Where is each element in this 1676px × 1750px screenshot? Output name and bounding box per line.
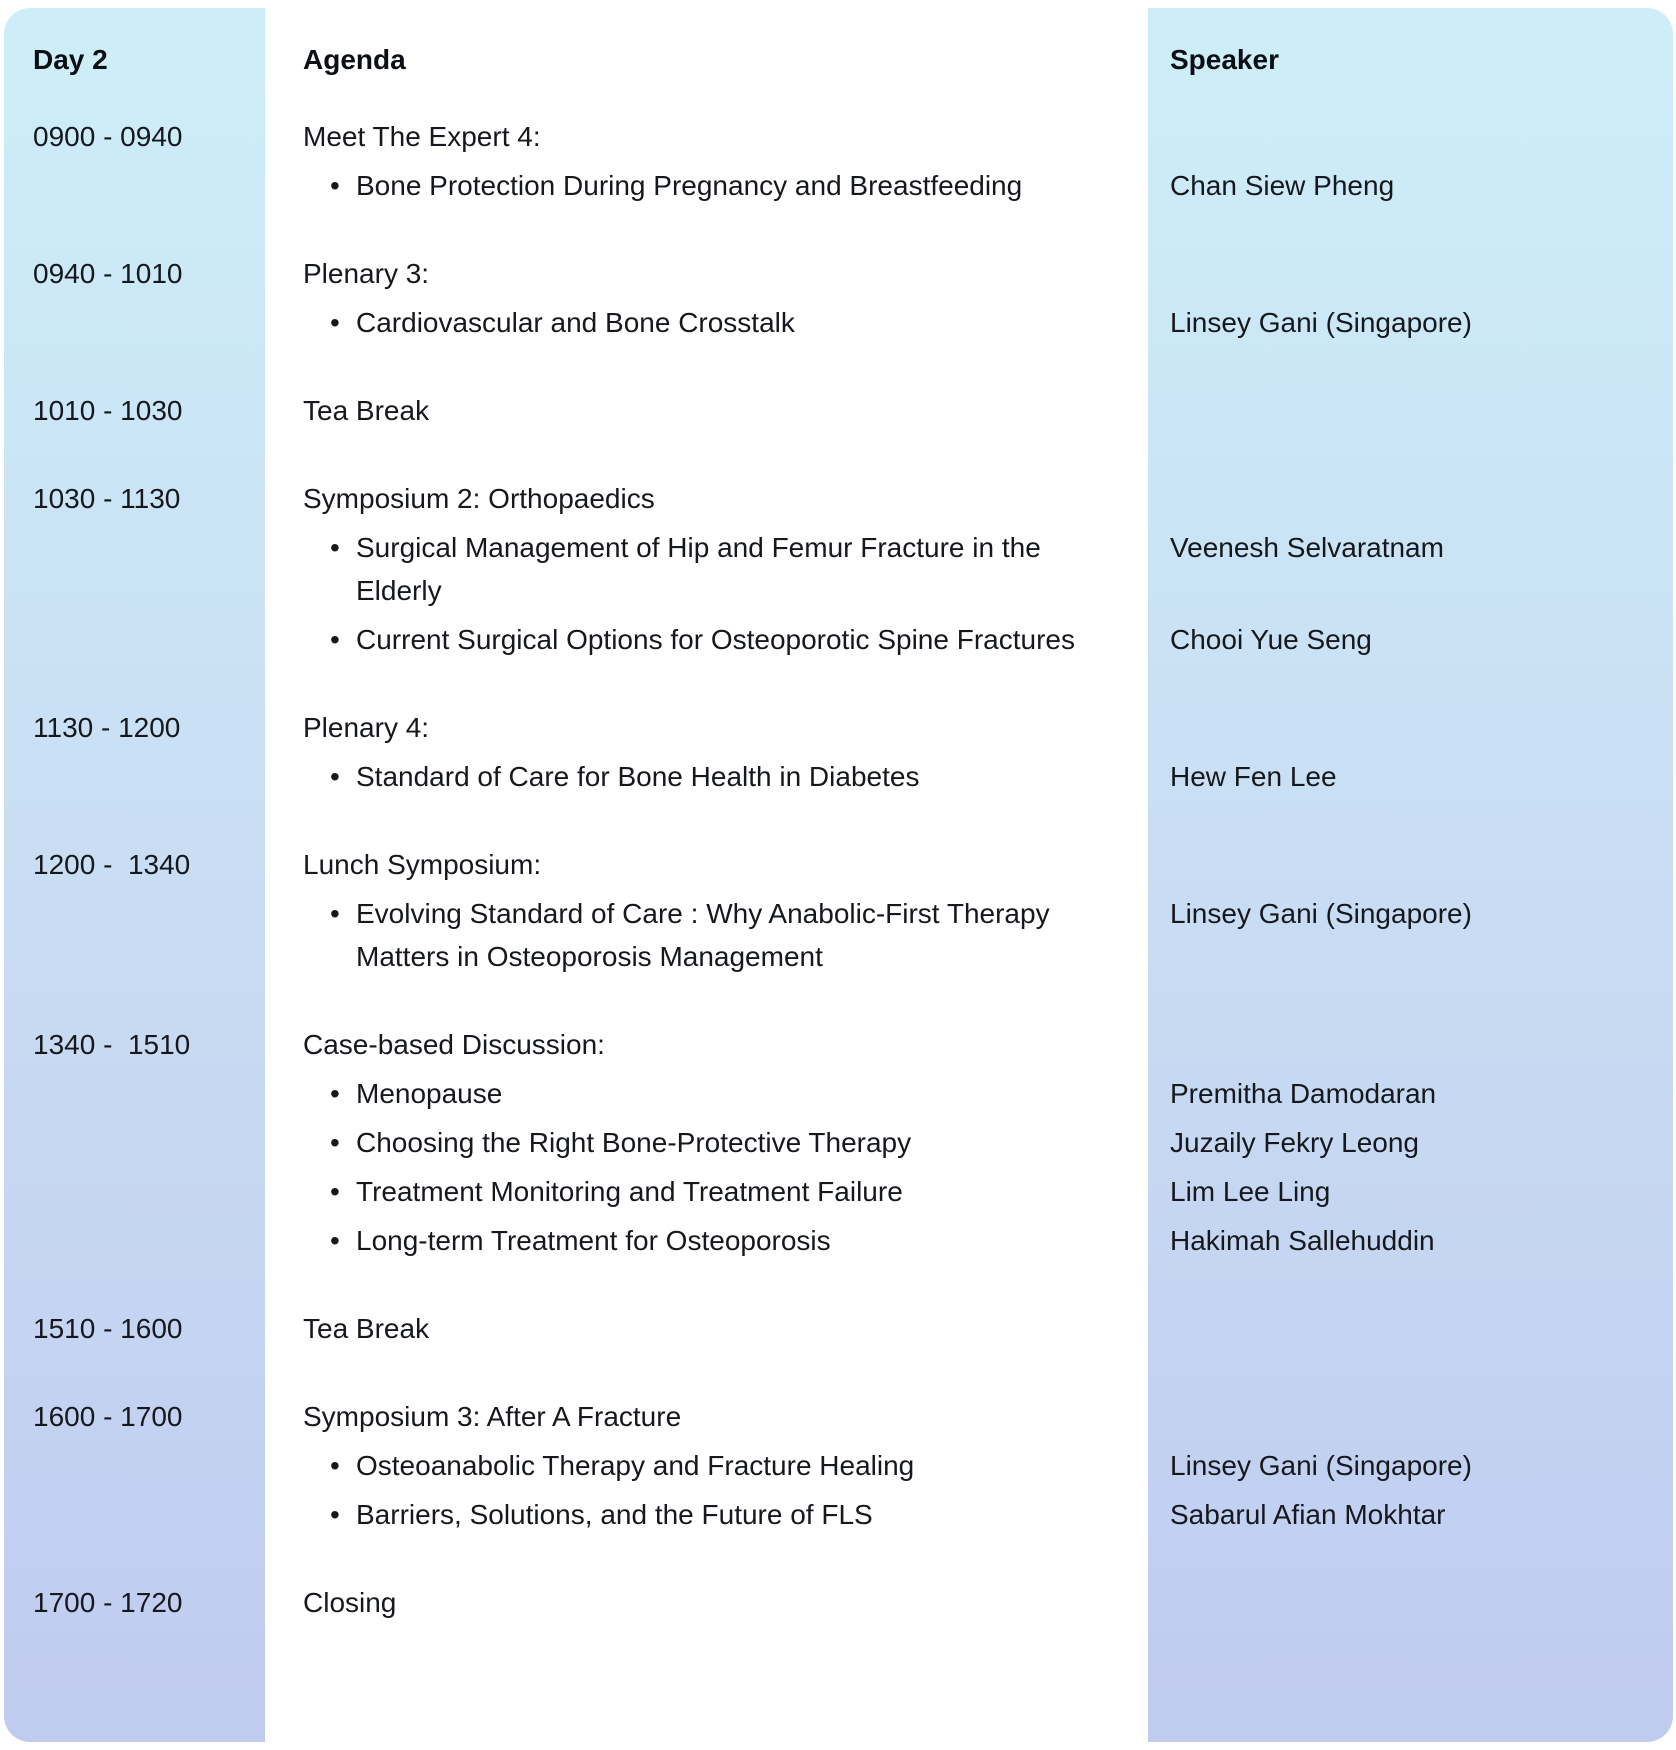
agenda-row-meet-the-expert-4 (0, 115, 1676, 207)
session-topic-text: Long-term Treatment for Osteoporosis (356, 1225, 831, 1256)
session-topic (265, 526, 1148, 612)
session-topic-text: Surgical Management of Hip and Femur Fracture in the Elderly (356, 532, 1041, 606)
session-title: Closing (303, 1587, 397, 1618)
bullet-icon (330, 526, 356, 612)
time-slot: 1010 - 1030 (33, 395, 183, 426)
bullet-icon (330, 1493, 356, 1536)
agenda-row-case-based-discussion (0, 1023, 1676, 1262)
agenda-row-tea-break-2 (0, 1307, 1676, 1350)
time-slot: 1030 - 1130 (33, 483, 181, 514)
time-slot: 1200 - 1340 (33, 849, 191, 880)
session-topic-text: Standard of Care for Bone Health in Diabetes (356, 761, 920, 792)
time-slot: 1600 - 1700 (33, 1401, 183, 1432)
bullet-icon (330, 1219, 356, 1262)
session-title: Tea Break (303, 1313, 430, 1344)
session-topic (265, 892, 1148, 978)
session-title: Case-based Discussion: (303, 1029, 605, 1060)
speaker-name: Chan Siew Pheng (1170, 170, 1395, 201)
agenda-row-plenary-3 (0, 252, 1676, 344)
time-slot: 0940 - 1010 (33, 258, 183, 289)
speaker-name: Hakimah Sallehuddin (1170, 1225, 1435, 1256)
session-topic (265, 1170, 1148, 1213)
bullet-icon (330, 618, 356, 661)
agenda-row-closing (0, 1581, 1676, 1624)
bullet-icon (330, 164, 356, 207)
table-header-row (0, 38, 1676, 81)
session-topic (265, 164, 1148, 207)
time-slot: 1130 - 1200 (33, 712, 181, 743)
bullet-icon (330, 1121, 356, 1164)
session-topic-text: Evolving Standard of Care : Why Anabolic-First Therapy Matters in Osteoporosis Management (356, 898, 1050, 972)
bullet-icon (330, 892, 356, 978)
speaker-name: Linsey Gani (Singapore) (1170, 898, 1472, 929)
session-topic (265, 1072, 1148, 1115)
speaker-name: Hew Fen Lee (1170, 761, 1337, 792)
session-topic-text: Choosing the Right Bone-Protective Therapy (356, 1127, 912, 1158)
time-slot: 1510 - 1600 (33, 1313, 183, 1344)
speaker-name: Linsey Gani (Singapore) (1170, 1450, 1472, 1481)
session-topic-text: Menopause (356, 1078, 503, 1109)
bullet-icon (330, 1444, 356, 1487)
session-topic (265, 755, 1148, 798)
session-topic-text: Treatment Monitoring and Treatment Failure (356, 1176, 903, 1207)
agenda-row-tea-break-1 (0, 389, 1676, 432)
time-slot: 1340 - 1510 (33, 1029, 191, 1060)
session-topic (265, 1493, 1148, 1536)
session-title: Symposium 3: After A Fracture (303, 1401, 682, 1432)
column-header-speaker: Speaker (1170, 44, 1279, 75)
session-title: Plenary 3: (303, 258, 430, 289)
speaker-name: Lim Lee Ling (1170, 1176, 1331, 1207)
session-topic (265, 1444, 1148, 1487)
session-topic-text: Bone Protection During Pregnancy and Breastfeeding (356, 170, 1023, 201)
session-topic (265, 618, 1148, 661)
session-topic (265, 1121, 1148, 1164)
column-header-agenda: Agenda (303, 44, 406, 75)
session-title: Plenary 4: (303, 712, 430, 743)
agenda-row-lunch-symposium (0, 843, 1676, 978)
session-topic (265, 1219, 1148, 1262)
session-topic (265, 301, 1148, 344)
agenda-row-plenary-4 (0, 706, 1676, 798)
session-title: Tea Break (303, 395, 430, 426)
bullet-icon (330, 1170, 356, 1213)
bullet-icon (330, 1072, 356, 1115)
speaker-name: Veenesh Selvaratnam (1170, 532, 1444, 563)
session-topic-text: Barriers, Solutions, and the Future of FLS (356, 1499, 873, 1530)
speaker-name: Juzaily Fekry Leong (1170, 1127, 1420, 1158)
session-topic-text: Cardiovascular and Bone Crosstalk (356, 307, 795, 338)
speaker-name: Linsey Gani (Singapore) (1170, 307, 1472, 338)
session-title: Lunch Symposium: (303, 849, 542, 880)
column-header-day: Day 2 (33, 44, 108, 75)
time-slot: 0900 - 0940 (33, 121, 183, 152)
time-slot: 1700 - 1720 (33, 1587, 183, 1618)
session-title: Symposium 2: Orthopaedics (303, 483, 655, 514)
speaker-name: Premitha Damodaran (1170, 1078, 1437, 1109)
session-topic-text: Current Surgical Options for Osteoporotic Spine Fractures (356, 624, 1075, 655)
speaker-name: Chooi Yue Seng (1170, 624, 1372, 655)
session-topic-text: Osteoanabolic Therapy and Fracture Healing (356, 1450, 915, 1481)
bullet-icon (330, 755, 356, 798)
agenda-row-symposium-3 (0, 1395, 1676, 1536)
session-title: Meet The Expert 4: (303, 121, 541, 152)
bullet-icon (330, 301, 356, 344)
agenda-row-symposium-2 (0, 477, 1676, 661)
speaker-name: Sabarul Afian Mokhtar (1170, 1499, 1446, 1530)
